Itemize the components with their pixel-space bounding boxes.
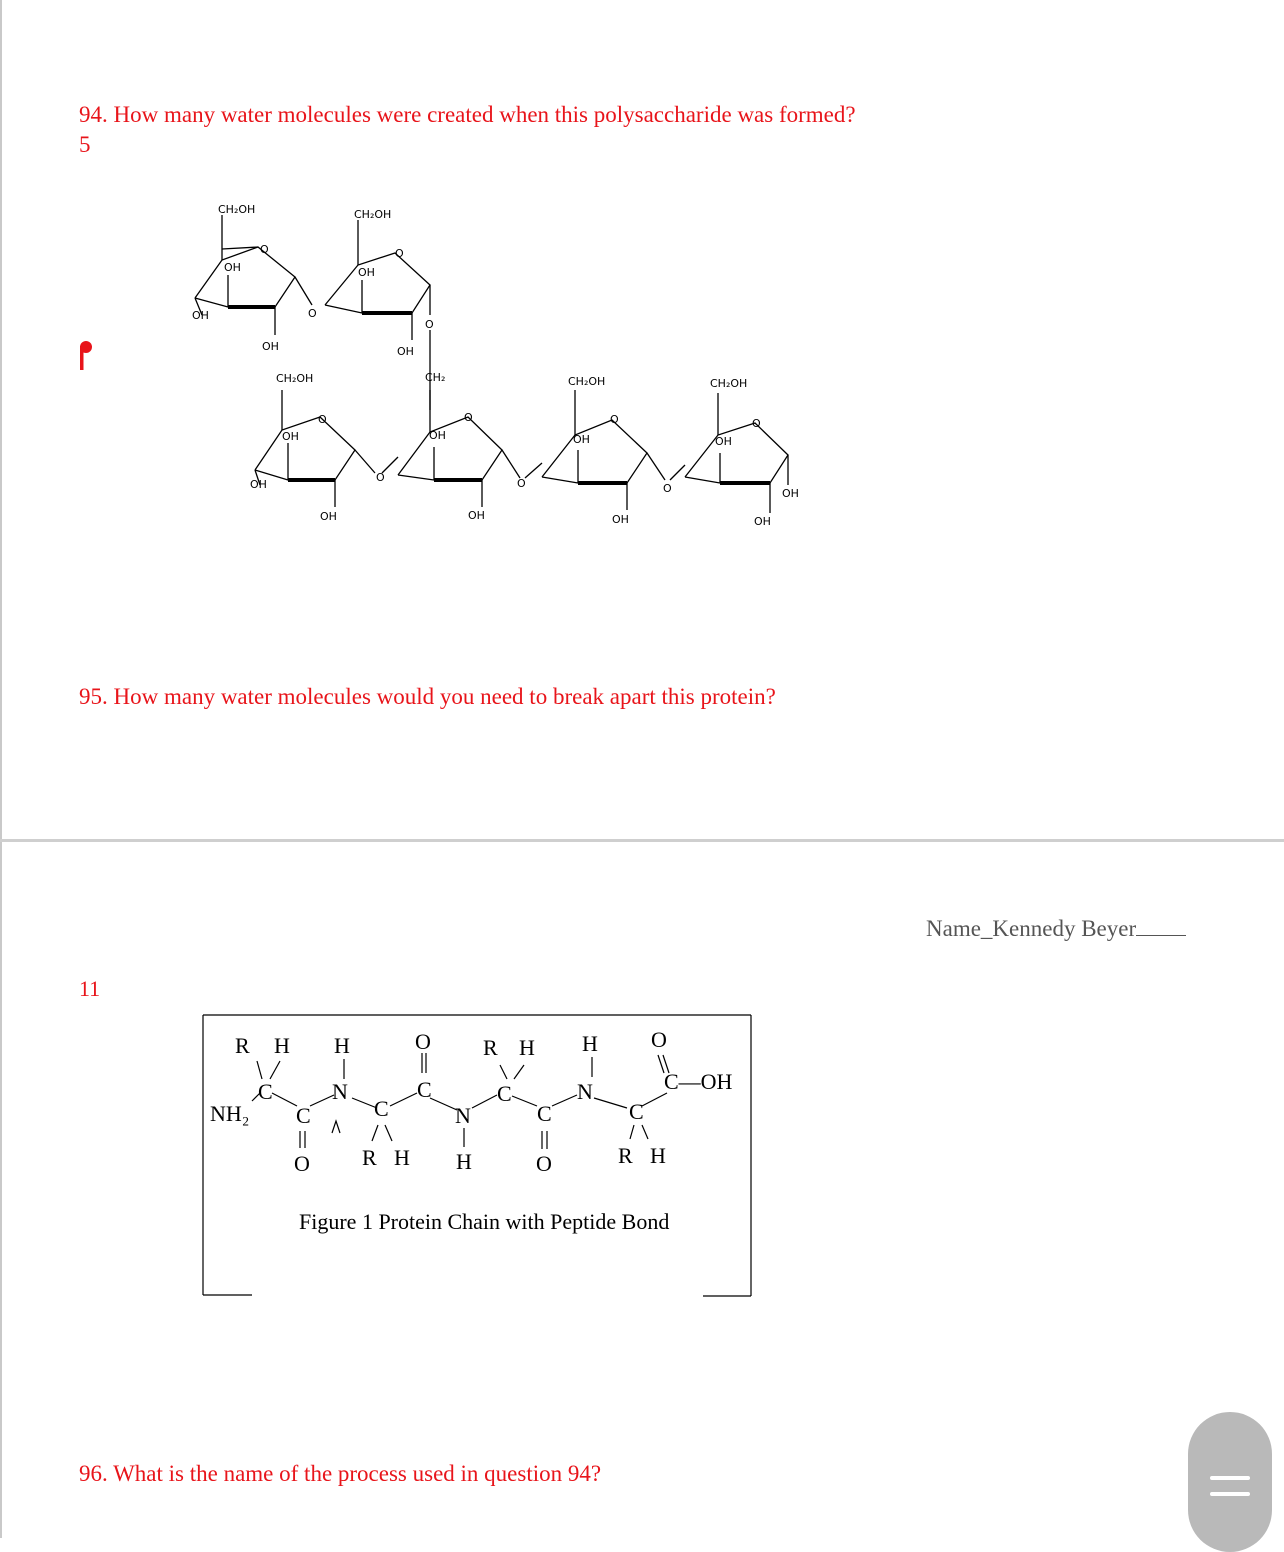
protein-atom: R bbox=[235, 1033, 250, 1058]
poly-label: OH bbox=[754, 515, 771, 528]
protein-atom: C bbox=[374, 1096, 389, 1121]
poly-label: CH₂OH bbox=[218, 203, 256, 216]
scroll-handle[interactable] bbox=[1188, 1412, 1272, 1552]
poly-label: O bbox=[318, 413, 327, 426]
question-96: 96. What is the name of the process used in question 94? bbox=[79, 1461, 602, 1486]
protein-atom: H bbox=[456, 1149, 472, 1174]
protein-atom: H bbox=[519, 1035, 535, 1060]
name-blank-line bbox=[1136, 935, 1186, 936]
protein-atom: C—OH bbox=[664, 1069, 733, 1094]
protein-atom: C bbox=[417, 1077, 432, 1102]
poly-label: OH bbox=[612, 513, 629, 526]
poly-label: OH bbox=[320, 510, 337, 523]
grip-line-icon bbox=[1210, 1476, 1250, 1480]
name-label: Name_ bbox=[926, 916, 993, 941]
protein-atom: H bbox=[274, 1033, 290, 1058]
protein-atom: C bbox=[537, 1101, 552, 1126]
poly-label: OH bbox=[429, 429, 446, 442]
poly-label: OH bbox=[715, 435, 732, 448]
poly-label: OH bbox=[782, 487, 799, 500]
protein-figure bbox=[202, 1013, 754, 1303]
poly-label: O bbox=[464, 411, 473, 424]
protein-atom: C bbox=[258, 1079, 273, 1104]
poly-label: OH bbox=[192, 309, 209, 322]
protein-atom: N bbox=[332, 1079, 348, 1104]
protein-atom: O bbox=[415, 1029, 431, 1054]
answer-95: 11 bbox=[79, 976, 101, 1001]
poly-label: O bbox=[308, 307, 317, 320]
poly-label: O bbox=[752, 417, 761, 430]
poly-label: OH bbox=[573, 433, 590, 446]
name-value: Kennedy Beyer bbox=[992, 916, 1137, 941]
protein-atom: R bbox=[362, 1145, 377, 1170]
poly-label: OH bbox=[397, 345, 414, 358]
question-95: 95. How many water molecules would you need to break apart this protein? bbox=[79, 684, 776, 709]
answer-94: 5 bbox=[79, 132, 91, 157]
poly-label: CH₂ bbox=[425, 371, 446, 384]
poly-label: OH bbox=[224, 261, 241, 274]
poly-label: OH bbox=[282, 430, 299, 443]
protein-atom: R bbox=[618, 1143, 633, 1168]
protein-atom: H bbox=[650, 1143, 666, 1168]
protein-atom: C bbox=[629, 1099, 644, 1124]
poly-label: CH₂OH bbox=[568, 375, 606, 388]
protein-caption: Figure 1 Protein Chain with Peptide Bond bbox=[299, 1209, 670, 1234]
name-field bbox=[926, 916, 1186, 942]
grip-line-icon bbox=[1210, 1492, 1250, 1496]
protein-atom: C bbox=[497, 1081, 512, 1106]
protein-atom: O bbox=[294, 1151, 310, 1176]
poly-label: OH bbox=[262, 340, 279, 353]
poly-label: CH₂OH bbox=[710, 377, 748, 390]
poly-label: O bbox=[376, 471, 385, 484]
page-break-divider bbox=[0, 839, 1284, 842]
protein-atom: N bbox=[455, 1103, 471, 1128]
protein-atom: O bbox=[651, 1027, 667, 1052]
pointer-mark-icon bbox=[77, 340, 93, 374]
question-94: 94. How many water molecules were created when this polysaccharide was formed? bbox=[79, 102, 856, 127]
poly-label: CH₂OH bbox=[354, 208, 392, 221]
poly-label: O bbox=[395, 247, 404, 260]
poly-label: O bbox=[663, 482, 672, 495]
protein-atom: R bbox=[483, 1035, 498, 1060]
poly-label: O bbox=[260, 243, 269, 256]
poly-label: OH bbox=[358, 266, 375, 279]
poly-label: CH₂OH bbox=[276, 372, 314, 385]
poly-label: O bbox=[425, 318, 434, 331]
protein-nh2: NH₂ bbox=[210, 1101, 250, 1126]
protein-atom: H bbox=[582, 1031, 598, 1056]
protein-atom: O bbox=[536, 1151, 552, 1176]
poly-label: O bbox=[517, 477, 526, 490]
protein-atom: N bbox=[577, 1079, 593, 1104]
poly-label: OH bbox=[250, 478, 267, 491]
poly-label: O bbox=[610, 413, 619, 426]
page-edge bbox=[0, 0, 2, 1538]
protein-atom: C bbox=[296, 1103, 311, 1128]
polysaccharide-diagram bbox=[180, 195, 820, 535]
poly-label: OH bbox=[468, 509, 485, 522]
protein-atom: H bbox=[334, 1033, 350, 1058]
protein-atom: H bbox=[394, 1145, 410, 1170]
